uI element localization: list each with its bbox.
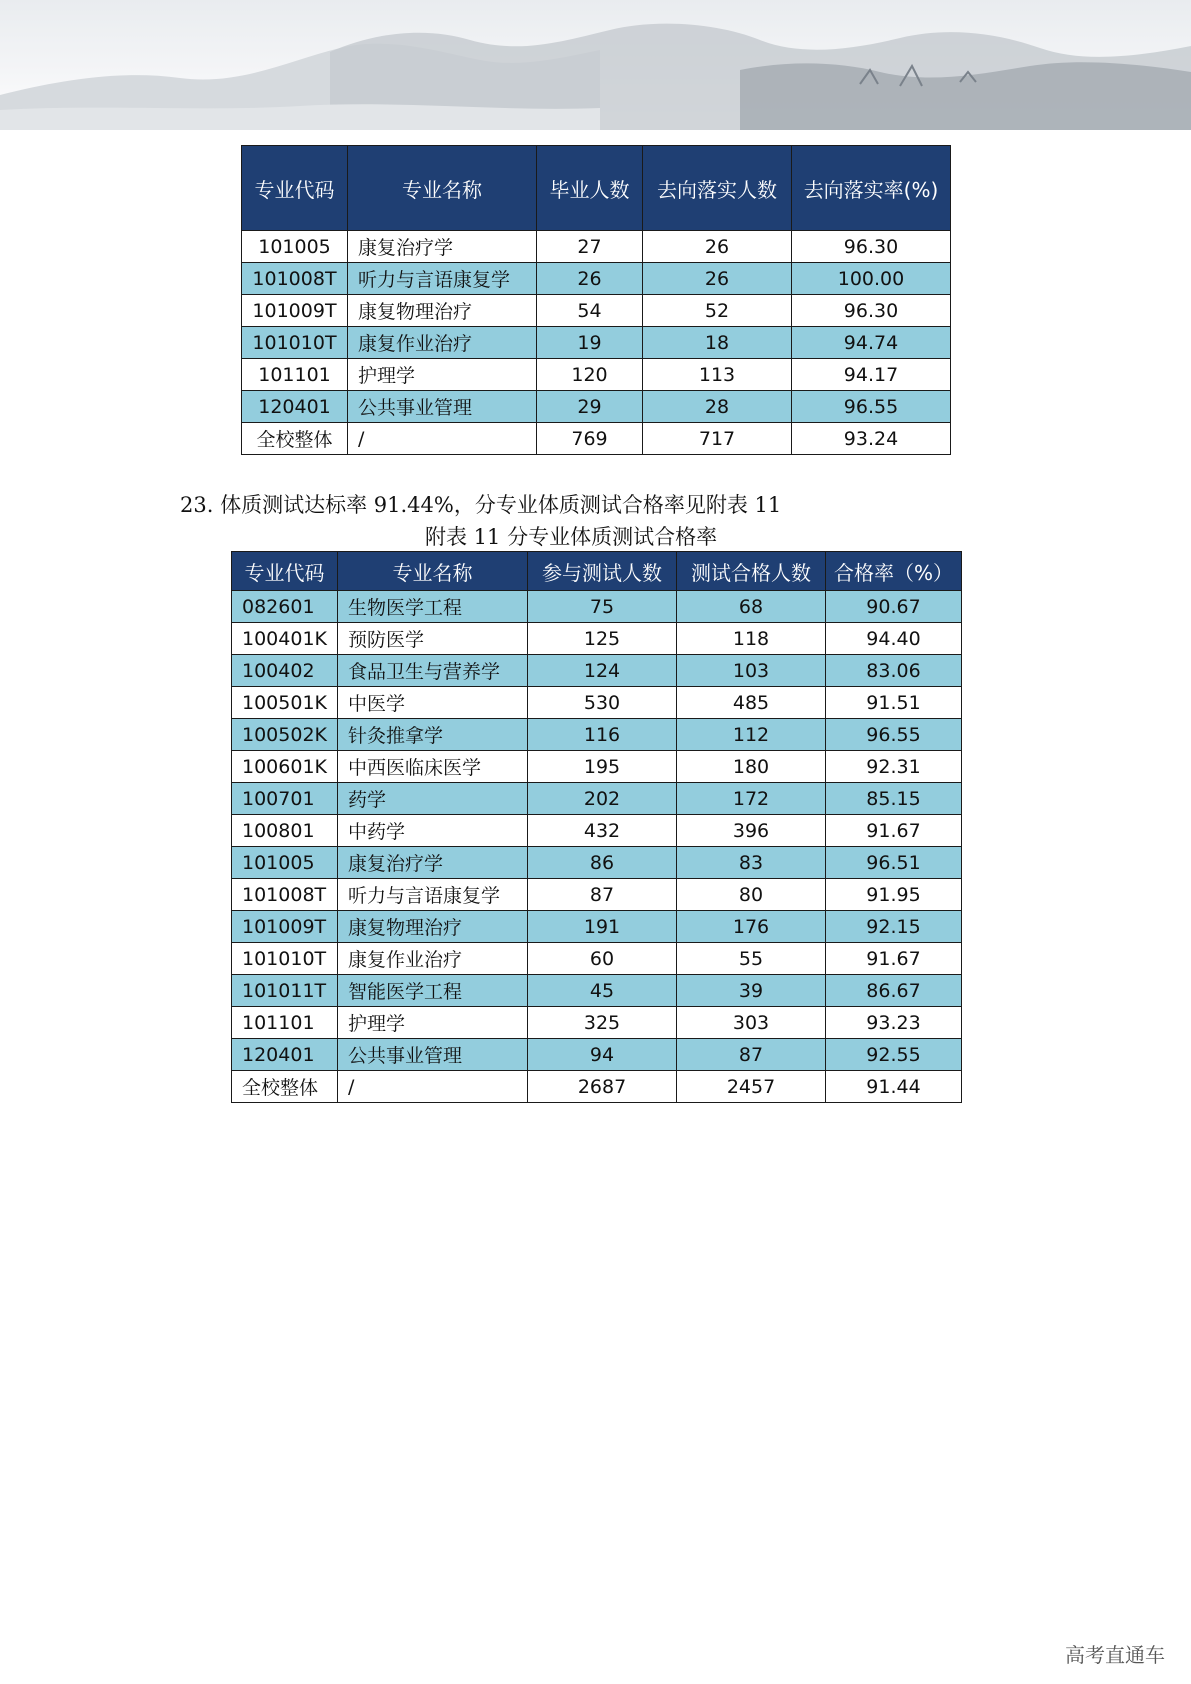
cell-rate: 92.55 (826, 1039, 962, 1071)
column-header-major: 专业名称 (338, 552, 528, 591)
table-row (232, 815, 962, 847)
table-row (242, 263, 951, 295)
cell-major: 康复物理治疗 (338, 911, 528, 943)
table-row (242, 359, 951, 391)
cell-count: 75 (528, 591, 677, 623)
cell-count: 86 (528, 847, 677, 879)
cell-count-2: 26 (643, 263, 792, 295)
cell-code: 101101 (232, 1007, 338, 1039)
cell-count: 45 (528, 975, 677, 1007)
cell-code: 120401 (242, 391, 348, 423)
cell-rate: 96.55 (826, 719, 962, 751)
cell-major: 食品卫生与营养学 (338, 655, 528, 687)
cell-code: 101005 (242, 231, 348, 263)
cell-count: 54 (537, 295, 643, 327)
table-row (232, 1007, 962, 1039)
cell-major: 中西医临床医学 (338, 751, 528, 783)
cell-count-2: 303 (677, 1007, 826, 1039)
cell-count: 432 (528, 815, 677, 847)
ink-landscape-decoration (0, 0, 1191, 130)
cell-major: 护理学 (348, 359, 537, 391)
cell-count: 87 (528, 879, 677, 911)
cell-count: 124 (528, 655, 677, 687)
cell-rate: 93.24 (792, 423, 951, 455)
cell-count-2: 485 (677, 687, 826, 719)
cell-count-2: 113 (643, 359, 792, 391)
cell-count-2: 28 (643, 391, 792, 423)
cell-count: 195 (528, 751, 677, 783)
cell-rate: 94.40 (826, 623, 962, 655)
table-row (232, 623, 962, 655)
column-header-pass-rate: 合格率（%） (826, 552, 962, 591)
cell-count: 19 (537, 327, 643, 359)
cell-code: 全校整体 (232, 1071, 338, 1103)
cell-count: 125 (528, 623, 677, 655)
cell-major: 护理学 (338, 1007, 528, 1039)
cell-code: 101008T (242, 263, 348, 295)
cell-major: 中医学 (338, 687, 528, 719)
cell-rate: 96.51 (826, 847, 962, 879)
cell-count-2: 172 (677, 783, 826, 815)
fitness-pass-rate-table (231, 551, 962, 1103)
cell-code: 100701 (232, 783, 338, 815)
cell-code: 100801 (232, 815, 338, 847)
cell-code: 100501K (232, 687, 338, 719)
cell-count-2: 68 (677, 591, 826, 623)
table-row (232, 943, 962, 975)
cell-rate: 91.67 (826, 943, 962, 975)
table-row (232, 751, 962, 783)
cell-count: 60 (528, 943, 677, 975)
cell-major: 药学 (338, 783, 528, 815)
column-header-passed: 测试合格人数 (677, 552, 826, 591)
table-row (232, 911, 962, 943)
cell-count-2: 87 (677, 1039, 826, 1071)
column-header-major: 专业名称 (348, 146, 537, 231)
cell-rate: 85.15 (826, 783, 962, 815)
cell-major: 听力与言语康复学 (338, 879, 528, 911)
table-body (242, 231, 951, 455)
cell-count-2: 112 (677, 719, 826, 751)
cell-rate: 94.17 (792, 359, 951, 391)
cell-count: 325 (528, 1007, 677, 1039)
cell-rate: 91.95 (826, 879, 962, 911)
cell-major: 公共事业管理 (338, 1039, 528, 1071)
cell-count: 26 (537, 263, 643, 295)
cell-count: 94 (528, 1039, 677, 1071)
cell-code: 120401 (232, 1039, 338, 1071)
cell-count: 29 (537, 391, 643, 423)
column-header-placement-rate: 去向落实率(%) (792, 146, 951, 231)
cell-major: / (348, 423, 537, 455)
table-row (232, 687, 962, 719)
cell-count-2: 103 (677, 655, 826, 687)
cell-rate: 96.55 (792, 391, 951, 423)
cell-rate: 90.67 (826, 591, 962, 623)
cell-code: 101009T (242, 295, 348, 327)
cell-rate: 91.51 (826, 687, 962, 719)
cell-code: 101010T (232, 943, 338, 975)
watermark: 高考直通车 (1065, 1643, 1165, 1667)
cell-count-2: 118 (677, 623, 826, 655)
cell-code: 100402 (232, 655, 338, 687)
cell-major: 康复治疗学 (338, 847, 528, 879)
cell-code: 101101 (242, 359, 348, 391)
cell-rate: 92.15 (826, 911, 962, 943)
cell-major: 智能医学工程 (338, 975, 528, 1007)
cell-count-2: 80 (677, 879, 826, 911)
table-row (232, 847, 962, 879)
table-row (232, 1039, 962, 1071)
cell-count-2: 55 (677, 943, 826, 975)
cell-major: 预防医学 (338, 623, 528, 655)
column-header-graduates: 毕业人数 (537, 146, 643, 231)
cell-code: 101005 (232, 847, 338, 879)
column-header-code: 专业代码 (232, 552, 338, 591)
cell-code: 101011T (232, 975, 338, 1007)
cell-code: 全校整体 (242, 423, 348, 455)
cell-rate: 94.74 (792, 327, 951, 359)
cell-major: 听力与言语康复学 (348, 263, 537, 295)
table-header-row (242, 146, 951, 231)
cell-code: 101009T (232, 911, 338, 943)
cell-major: / (338, 1071, 528, 1103)
table-row (232, 655, 962, 687)
table-row (232, 1071, 962, 1103)
cell-count-2: 39 (677, 975, 826, 1007)
cell-rate: 93.23 (826, 1007, 962, 1039)
employment-rate-table (241, 145, 951, 455)
cell-code: 100601K (232, 751, 338, 783)
cell-count: 202 (528, 783, 677, 815)
cell-major: 康复作业治疗 (338, 943, 528, 975)
cell-rate: 92.31 (826, 751, 962, 783)
cell-count: 2687 (528, 1071, 677, 1103)
cell-code: 100502K (232, 719, 338, 751)
table-row (232, 879, 962, 911)
cell-count-2: 396 (677, 815, 826, 847)
fitness-item-text: 23. 体质测试达标率 91.44%，分专业体质测试合格率见附表 11 (180, 493, 782, 517)
cell-major: 康复治疗学 (348, 231, 537, 263)
table-row (242, 231, 951, 263)
cell-rate: 96.30 (792, 231, 951, 263)
cell-major: 公共事业管理 (348, 391, 537, 423)
cell-count-2: 176 (677, 911, 826, 943)
landscape-banner (0, 0, 1191, 130)
cell-rate: 100.00 (792, 263, 951, 295)
table-row (232, 975, 962, 1007)
cell-rate: 91.67 (826, 815, 962, 847)
cell-code: 100401K (232, 623, 338, 655)
cell-count-2: 2457 (677, 1071, 826, 1103)
table-row (232, 591, 962, 623)
table-caption: 附表 11 分专业体质测试合格率 (425, 525, 718, 549)
cell-rate: 83.06 (826, 655, 962, 687)
cell-major: 康复作业治疗 (348, 327, 537, 359)
cell-count-2: 180 (677, 751, 826, 783)
cell-rate: 86.67 (826, 975, 962, 1007)
cell-count-2: 26 (643, 231, 792, 263)
table-row (242, 327, 951, 359)
table-row (232, 783, 962, 815)
table-row (242, 423, 951, 455)
cell-major: 中药学 (338, 815, 528, 847)
cell-count: 120 (537, 359, 643, 391)
table-header-row (232, 552, 962, 591)
cell-count-2: 717 (643, 423, 792, 455)
cell-count: 116 (528, 719, 677, 751)
cell-major: 康复物理治疗 (348, 295, 537, 327)
table-row (242, 391, 951, 423)
table-body (232, 591, 962, 1103)
cell-count: 769 (537, 423, 643, 455)
cell-code: 101008T (232, 879, 338, 911)
column-header-code: 专业代码 (242, 146, 348, 231)
cell-code: 082601 (232, 591, 338, 623)
cell-code: 101010T (242, 327, 348, 359)
column-header-participants: 参与测试人数 (528, 552, 677, 591)
cell-count: 530 (528, 687, 677, 719)
cell-count: 191 (528, 911, 677, 943)
cell-count-2: 52 (643, 295, 792, 327)
cell-major: 针灸推拿学 (338, 719, 528, 751)
table-row (242, 295, 951, 327)
cell-count-2: 18 (643, 327, 792, 359)
cell-count: 27 (537, 231, 643, 263)
table-row (232, 719, 962, 751)
cell-rate: 96.30 (792, 295, 951, 327)
cell-rate: 91.44 (826, 1071, 962, 1103)
cell-major: 生物医学工程 (338, 591, 528, 623)
cell-count-2: 83 (677, 847, 826, 879)
column-header-placed: 去向落实人数 (643, 146, 792, 231)
